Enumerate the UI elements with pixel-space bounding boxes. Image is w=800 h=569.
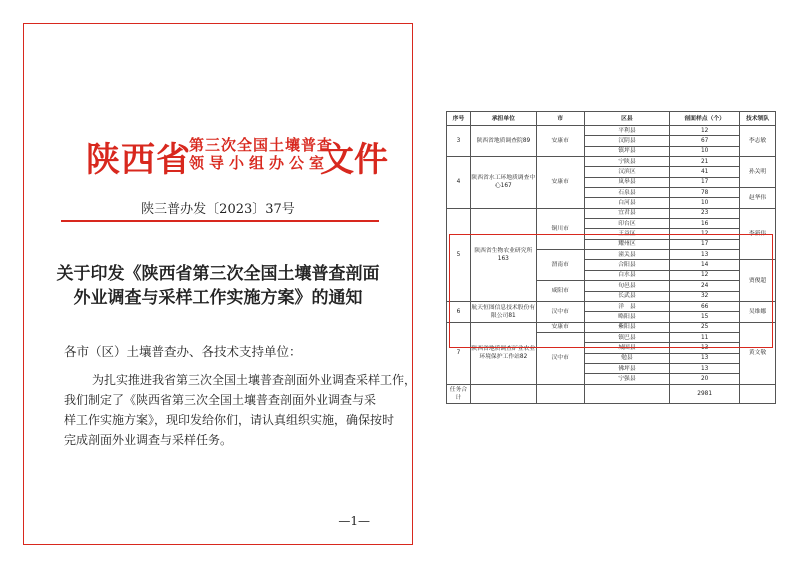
- county-cell: 潼关县: [584, 250, 670, 260]
- count-cell: 12: [670, 270, 740, 280]
- empty-cell: [470, 384, 536, 403]
- header-leader: 技术领队: [740, 112, 776, 126]
- seq-cell: 6: [447, 301, 471, 322]
- leader-cell: 黄文敬: [740, 322, 776, 384]
- header-seq: 序号: [447, 112, 471, 126]
- county-cell: 印台区: [584, 219, 670, 229]
- unit-cell: 陕西省地质调查矿业农业环境保护工作站82: [470, 322, 536, 384]
- body-line1: 为扎实推进我省第三次全国土壤普查剖面外业调查采样工作，: [92, 373, 417, 387]
- city-cell: 咸阳市: [536, 281, 584, 302]
- task-table-page: [446, 111, 776, 404]
- county-cell: 耀州区: [584, 239, 670, 249]
- count-cell: 66: [670, 301, 740, 311]
- notice-page: [23, 23, 417, 545]
- letterhead-small-line2: 领导小组办公室: [189, 154, 330, 172]
- count-cell: 10: [670, 146, 740, 156]
- seq-cell: 3: [447, 126, 471, 157]
- city-cell: 渭南市: [536, 250, 584, 281]
- count-cell: 78: [670, 188, 740, 198]
- count-cell: 12: [670, 229, 740, 239]
- count-cell: 32: [670, 291, 740, 301]
- county-cell: 宜君县: [584, 208, 670, 218]
- county-cell: 岚皋县: [584, 177, 670, 187]
- county-cell: 汉阴县: [584, 136, 670, 146]
- leader-cell: 吴维娜: [740, 301, 776, 322]
- empty-cell: [584, 384, 670, 403]
- county-cell: 平利县: [584, 126, 670, 136]
- count-cell: 17: [670, 239, 740, 249]
- document-number: 陕三普办发〔2023〕37号: [141, 202, 295, 217]
- county-cell: 汉滨区: [584, 167, 670, 177]
- count-cell: 25: [670, 322, 740, 332]
- header-unit: 承担单位: [470, 112, 536, 126]
- count-cell: 41: [670, 167, 740, 177]
- count-cell: 14: [670, 260, 740, 270]
- unit-cell: 航天恒图信息技术股份有限公司81: [470, 301, 536, 322]
- count-cell: 16: [670, 219, 740, 229]
- letterhead-small-line1: 第三次全国土壤普查: [189, 136, 334, 154]
- red-divider: [61, 220, 379, 222]
- count-cell: 13: [670, 343, 740, 353]
- table-row: [447, 157, 776, 167]
- total-label-cell: 任务合计: [447, 384, 471, 403]
- count-cell: 13: [670, 353, 740, 363]
- letterhead: [24, 108, 412, 180]
- county-cell: 宁陕县: [584, 157, 670, 167]
- letterhead-wenjian: 文件: [320, 140, 388, 180]
- count-cell: 11: [670, 332, 740, 342]
- body-line2: 我们制定了《陕西省第三次全国土壤普查剖面外业调查与采: [64, 393, 377, 407]
- county-cell: 镇坪县: [584, 146, 670, 156]
- total-value-cell: 2981: [670, 384, 740, 403]
- leader-cell: 李志敏: [740, 126, 776, 157]
- body-line3: 样工作实施方案》，现印发给你们，请认真组织实施，确保按时: [64, 413, 395, 427]
- table-row: [447, 322, 776, 332]
- seq-cell: 4: [447, 157, 471, 209]
- empty-cell: [536, 384, 584, 403]
- count-cell: 10: [670, 198, 740, 208]
- county-cell: 勉县: [584, 353, 670, 363]
- county-cell: 王益区: [584, 229, 670, 239]
- header-city: 市: [536, 112, 584, 126]
- city-cell: 汉中市: [536, 332, 584, 384]
- seq-cell: 7: [447, 322, 471, 384]
- count-cell: 17: [670, 177, 740, 187]
- county-cell: 长武县: [584, 291, 670, 301]
- letterhead-province: 陕西省: [86, 140, 191, 180]
- unit-cell: 陕西省水工环地质调查中心167: [470, 157, 536, 209]
- count-cell: 67: [670, 136, 740, 146]
- document-title: [24, 262, 412, 310]
- unit-cell: 陕西省地质调查院89: [470, 126, 536, 157]
- empty-cell: [740, 384, 776, 403]
- count-cell: 20: [670, 374, 740, 384]
- unit-cell: 陕西省生物农业研究所163: [470, 208, 536, 301]
- count-cell: 23: [670, 208, 740, 218]
- table-header: [447, 112, 776, 126]
- county-cell: 石泉县: [584, 188, 670, 198]
- title-line1: 关于印发《陕西省第三次全国土壤普查剖面: [56, 264, 380, 284]
- header-county: 区县: [584, 112, 670, 126]
- table-row: [447, 126, 776, 136]
- county-cell: 紫阳县: [584, 322, 670, 332]
- county-cell: 镇巴县: [584, 332, 670, 342]
- addressee: 各市（区）土壤普查办、各技术支持单位：: [64, 344, 302, 359]
- leader-cell: 赵华伟: [740, 188, 776, 209]
- count-cell: 13: [670, 363, 740, 373]
- city-cell: 安康市: [536, 157, 584, 209]
- title-line2: 外业调查与采样工作实施方案》的通知: [73, 288, 363, 308]
- county-cell: 略阳县: [584, 312, 670, 322]
- count-cell: 13: [670, 250, 740, 260]
- county-cell: 城固县: [584, 343, 670, 353]
- county-cell: 佛坪县: [584, 363, 670, 373]
- count-cell: 24: [670, 281, 740, 291]
- county-cell: 洋 县: [584, 301, 670, 311]
- count-cell: 12: [670, 126, 740, 136]
- count-cell: 21: [670, 157, 740, 167]
- table-row: [447, 301, 776, 311]
- leader-cell: 李新伟: [740, 208, 776, 260]
- city-cell: 汉中市: [536, 301, 584, 322]
- leader-cell: 贾俊超: [740, 260, 776, 301]
- county-cell: 宁强县: [584, 374, 670, 384]
- task-table: [446, 111, 776, 404]
- count-cell: 15: [670, 312, 740, 322]
- city-cell: 安康市: [536, 322, 584, 332]
- county-cell: 合阳县: [584, 260, 670, 270]
- body-line4: 完成剖面外业调查与采样任务。: [64, 433, 233, 447]
- city-cell: 铜川市: [536, 208, 584, 249]
- county-cell: 白水县: [584, 270, 670, 280]
- seq-cell: 5: [447, 208, 471, 301]
- leader-cell: 孙关明: [740, 157, 776, 188]
- table-row-total: [447, 384, 776, 403]
- page-number: —1—: [338, 514, 370, 528]
- header-samples: 剖面样点（个）: [670, 112, 740, 126]
- table-row: [447, 208, 776, 218]
- city-cell: 安康市: [536, 126, 584, 157]
- county-cell: 白河县: [584, 198, 670, 208]
- county-cell: 旬邑县: [584, 281, 670, 291]
